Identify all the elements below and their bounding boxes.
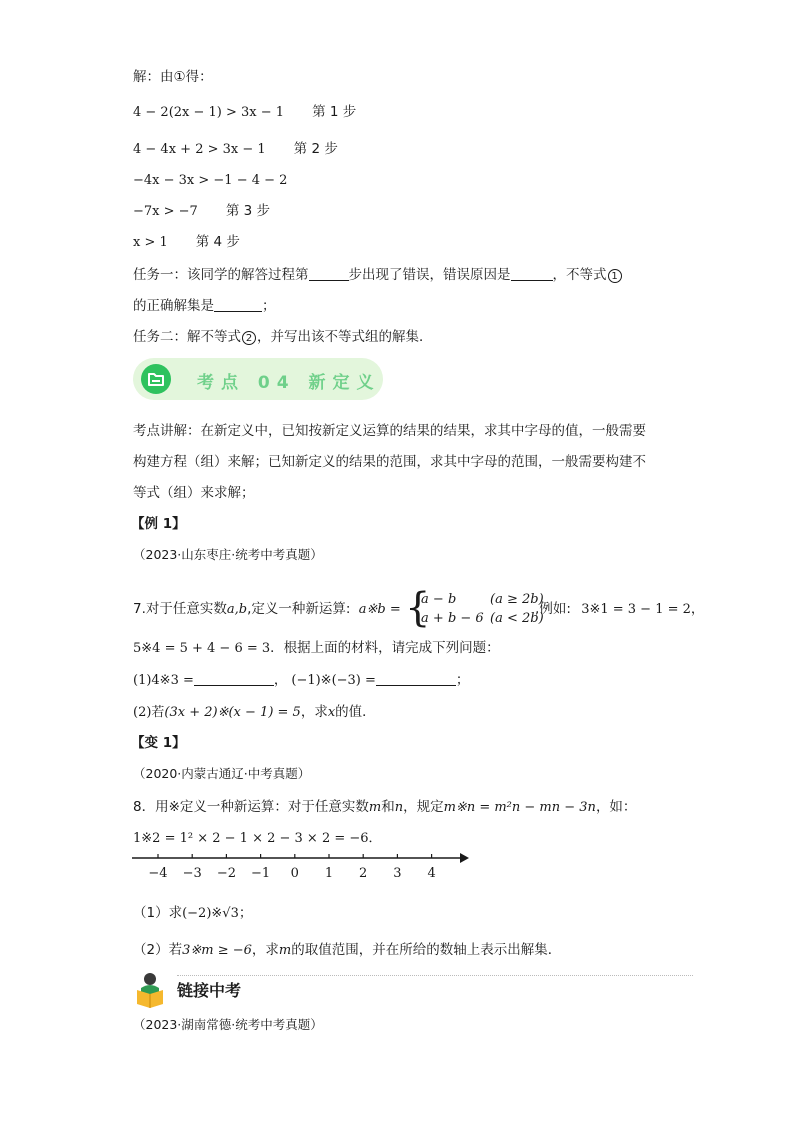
folder-icon — [141, 364, 171, 394]
variant-tag: 【变 1】 — [131, 735, 186, 751]
solution-step-2: 4 − 4x + 2 > 3x − 1 第 2 步 — [133, 141, 338, 157]
answer-blank[interactable] — [194, 671, 274, 686]
number-line-label: −1 — [251, 866, 271, 881]
section-title: 考点 04 新定义 — [197, 373, 381, 393]
explain-line-2: 构建方程（组）来解；已知新定义的结果的范围，求其中字母的范围，一般需要构建不 — [133, 454, 646, 470]
number-line-label: −2 — [216, 866, 236, 881]
number-line-label: 0 — [290, 866, 299, 881]
divider — [177, 975, 693, 976]
solution-step-3: −7x > −7 第 3 步 — [133, 203, 270, 219]
solution-line-3: −4x − 3x > −1 − 4 − 2 — [133, 173, 288, 188]
example-part-1: (1)4※3 = ， (−1)※(−3) = ； — [133, 672, 470, 688]
example-tag: 【例 1】 — [131, 516, 186, 532]
variant-part-2: （2）若3※m ≥ −6，求m的取值范围，并在所给的数轴上表示出解集． — [133, 942, 562, 958]
solution-intro: 解：由①得： — [133, 69, 213, 85]
number-line-label: −4 — [148, 866, 168, 881]
task-1-line-1: 任务一：该同学的解答过程第 步出现了错误，错误原因是 ，不等式 1 — [133, 265, 623, 285]
answer-blank[interactable] — [309, 266, 349, 281]
link-section-source: （2023·湖南常德·统考中考真题） — [133, 1017, 323, 1032]
answer-blank[interactable] — [511, 266, 553, 281]
solution-step-4: x > 1 第 4 步 — [133, 234, 240, 250]
example-part-2: (2)若(3x + 2)※(x − 1) = 5，求x的值． — [133, 704, 376, 720]
section-banner — [133, 358, 383, 400]
variant-part-1: （1）求(−2)※√3； — [133, 905, 253, 921]
link-section-header — [133, 970, 693, 1008]
example-continuation: 5※4 = 5 + 4 − 6 = 3．根据上面的材料，请完成下列问题： — [133, 640, 500, 656]
variant-example: 1※2 = 1² × 2 − 1 × 2 − 3 × 2 = −6． — [133, 831, 382, 846]
answer-blank[interactable] — [214, 297, 262, 312]
task-1-line-2: 的正确解集是 ； — [133, 298, 276, 314]
task-2-line: 任务二：解不等式 2 ，并写出该不等式组的解集． — [133, 329, 433, 345]
explain-line-1: 考点讲解：在新定义中，已知按新定义运算的结果的结果，求其中字母的值，一般需要 — [133, 423, 646, 439]
circled-number-1: 1 — [608, 269, 622, 283]
solution-step-1: 4 − 2(2x − 1) > 3x − 1 第 1 步 — [133, 104, 357, 120]
variant-source: （2020·内蒙古通辽·中考真题） — [133, 766, 311, 781]
example-question: 7.对于任意实数a,b,定义一种新运算: a※b = { a − b (a ≥ 2b) a + b − 6 (a < 2b) ,例如: 3※1 = 3 − 1 = 2， — [133, 585, 705, 631]
piecewise-definition: { a − b (a ≥ 2b) a + b − 6 (a < 2b) — [405, 585, 544, 631]
reading-person-icon — [133, 970, 173, 1008]
circled-number-2: 2 — [242, 331, 256, 345]
number-line-label: 1 — [324, 866, 334, 881]
example-source: （2023·山东枣庄·统考中考真题） — [133, 547, 323, 562]
number-line-label: 2 — [359, 866, 368, 881]
number-line-label: 3 — [393, 866, 402, 881]
number-line-arrow — [460, 853, 469, 863]
number-line-label: 4 — [427, 866, 436, 881]
explain-line-3: 等式（组）来求解； — [133, 485, 255, 501]
number-line — [128, 848, 473, 884]
variant-question: 8．用※定义一种新运算：对于任意实数m和n，规定m※n = m²n − mn − 3n，如： — [133, 799, 637, 815]
link-section-title: 链接中考 — [177, 981, 242, 1000]
answer-blank[interactable] — [376, 671, 456, 686]
number-line-label: −3 — [182, 866, 202, 881]
